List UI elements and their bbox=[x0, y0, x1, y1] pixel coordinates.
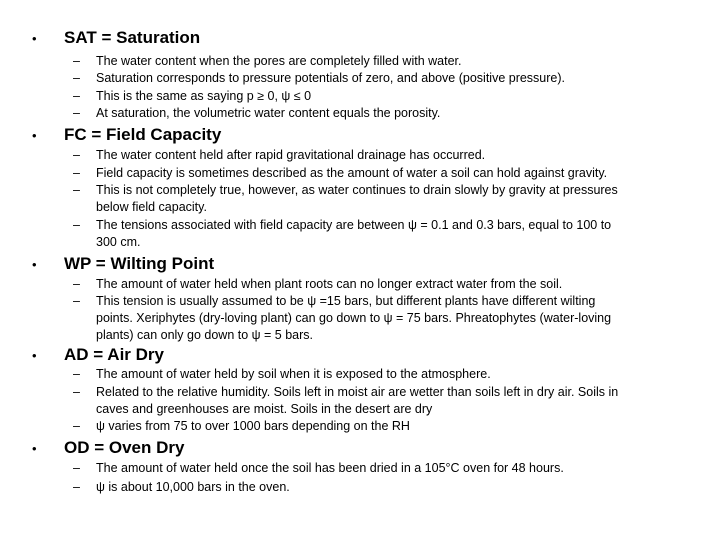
dash-icon: – bbox=[73, 54, 80, 68]
item-text: This is the same as saying p ≥ 0, ψ ≤ 0 bbox=[96, 89, 312, 103]
dash-icon: – bbox=[73, 89, 80, 103]
dash-icon: – bbox=[73, 148, 80, 162]
item-text: The amount of water held by soil when it is exposed to the atmosphere. bbox=[96, 367, 491, 381]
term-heading: SAT = Saturation bbox=[64, 28, 201, 47]
item-text: The water content held after rapid gravitational drainage has occurred. bbox=[96, 148, 486, 162]
dash-icon: – bbox=[73, 294, 80, 308]
dash-icon: – bbox=[73, 218, 80, 232]
item-text: ψ varies from 75 to over 1000 bars depending on the RH bbox=[96, 419, 410, 433]
dash-icon: – bbox=[73, 419, 80, 433]
dash-icon: – bbox=[73, 385, 80, 399]
dash-icon: – bbox=[73, 480, 80, 494]
item-text: This tension is usually assumed to be ψ =15 bars, but different plants have different wilting bbox=[96, 294, 596, 308]
dash-icon: – bbox=[73, 183, 80, 197]
item-text: The tensions associated with field capacity are between ψ = 0.1 and 0.3 bars, equal to 100 to bbox=[96, 218, 612, 232]
item-text: points. Xeriphytes (dry-loving plant) can go down to ψ = 75 bars. Phreatophytes (water-loving bbox=[96, 311, 612, 325]
dash-icon: – bbox=[73, 277, 80, 291]
item-text: caves and greenhouses are moist. Soils in the desert are dry bbox=[96, 402, 433, 416]
bullet-icon: • bbox=[32, 257, 37, 272]
term-heading: AD = Air Dry bbox=[64, 345, 164, 364]
bullet-icon: • bbox=[32, 128, 37, 143]
item-text: 300 cm. bbox=[96, 235, 141, 249]
item-text: ψ is about 10,000 bars in the oven. bbox=[96, 480, 290, 494]
item-text: This is not completely true, however, as water continues to drain slowly by gravity at pressures bbox=[96, 183, 618, 197]
item-text: The amount of water held once the soil has been dried in a 105°C oven for 48 hours. bbox=[96, 461, 564, 475]
item-text: At saturation, the volumetric water content equals the porosity. bbox=[96, 106, 441, 120]
item-text: Saturation corresponds to pressure potentials of zero, and above (positive pressure). bbox=[96, 71, 566, 85]
term-heading: WP = Wilting Point bbox=[64, 254, 215, 273]
item-text: Field capacity is sometimes described as the amount of water a soil can hold against gravity. bbox=[96, 166, 608, 180]
dash-icon: – bbox=[73, 461, 80, 475]
item-text: Related to the relative humidity. Soils left in moist air are wetter than soils left in dry air. Soils in bbox=[96, 385, 619, 399]
dash-icon: – bbox=[73, 106, 80, 120]
term-heading: OD = Oven Dry bbox=[64, 438, 185, 457]
bullet-icon: • bbox=[32, 441, 37, 456]
dash-icon: – bbox=[73, 71, 80, 85]
dash-icon: – bbox=[73, 166, 80, 180]
item-text: plants) can only go down to ψ = 5 bars. bbox=[96, 328, 314, 342]
item-text: The water content when the pores are completely filled with water. bbox=[96, 54, 462, 68]
term-heading: FC = Field Capacity bbox=[64, 125, 222, 144]
bullet-icon: • bbox=[32, 348, 37, 363]
dash-icon: – bbox=[73, 367, 80, 381]
item-text: The amount of water held when plant roots can no longer extract water from the soil. bbox=[96, 277, 563, 291]
item-text: below field capacity. bbox=[96, 200, 207, 214]
bullet-icon: • bbox=[32, 31, 37, 46]
